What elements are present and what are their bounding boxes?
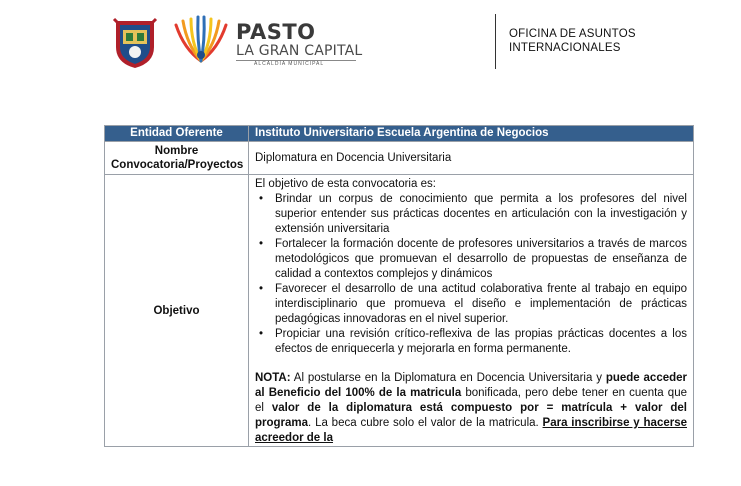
phoenix-logo-icon (172, 15, 230, 67)
office-name (509, 27, 636, 55)
table-row-objetivo (105, 175, 694, 447)
brand-block (236, 21, 362, 68)
nombre-label-line-2: Convocatoria/Proyectos (111, 159, 244, 171)
nota-text-1: Al postularse en la Diplomatura en Docencia Universitaria y (290, 372, 606, 384)
brand-subtitle: LA GRAN CAPITAL (236, 43, 363, 59)
brand-title: PASTO (236, 20, 316, 44)
header-divider (495, 14, 496, 69)
municipal-seal-icon (110, 17, 160, 69)
objetivo-bullet-3: • Favorecer el desarrollo de una actitud colaborativa frente al trabajo en equipo interdisciplinario que promueva el diseño e implementación de prácticas pedagógicas innovadoras en el nivel superior. (255, 282, 687, 327)
nota-paragraph (255, 371, 687, 446)
entidad-label: Entidad Oferente (105, 126, 249, 142)
objetivo-intro: El objetivo de esta convocatoria es: (255, 178, 436, 190)
objetivo-label: Objetivo (105, 175, 249, 447)
nota-bold-1: puede acceder al Beneficio del 100% de la matricula (255, 372, 688, 399)
nota-bold-3: Para inscribirse y hacerse acreedor de la (255, 417, 687, 444)
nombre-value: Diplomatura en Docencia Universitaria (249, 142, 694, 175)
nota-bold-2: valor de la diplomatura está compuesto por = matrícula + valor del programa (255, 402, 687, 429)
nombre-label-line-1: Nombre (154, 145, 199, 157)
letterhead (0, 0, 741, 80)
office-line-2: INTERNACIONALES (509, 42, 621, 54)
nombre-label (105, 142, 249, 175)
nota-text-3: . La beca cubre solo el valor de la matricula. (308, 417, 543, 429)
objetivo-bullet-2: • Fortalecer la formación docente de profesores universitarios a través de marcos metodológicos que promuevan el desarrollo de propuestas de enseñanza de calidad a contextos complejos y dinámicos (255, 237, 687, 282)
nota-label: NOTA: (255, 372, 291, 384)
office-line-1: OFICINA DE ASUNTOS (509, 28, 636, 40)
objetivo-value (249, 175, 694, 447)
brand-tagline: ALCALDÍA MUNICIPAL (254, 61, 325, 67)
objetivo-bullet-1: • Brindar un corpus de conocimiento que permita a los profesores del nivel superior entender sus prácticas docentes en articulación con la investigación y extensión universitaria (255, 192, 687, 237)
convocatoria-table (104, 125, 694, 447)
table-row-entidad (105, 126, 694, 142)
table-row-nombre (105, 142, 694, 175)
objetivo-list (255, 192, 687, 357)
nota-text-2: bonificada, pero debe tener en cuenta que el (255, 387, 687, 414)
entidad-value: Instituto Universitario Escuela Argentina de Negocios (249, 126, 694, 142)
objetivo-bullet-4: • Propiciar una revisión crítico-reflexiva de las propias prácticas docentes a los efectos de enriquecerla y mejorarla en forma permanente. (255, 327, 687, 357)
